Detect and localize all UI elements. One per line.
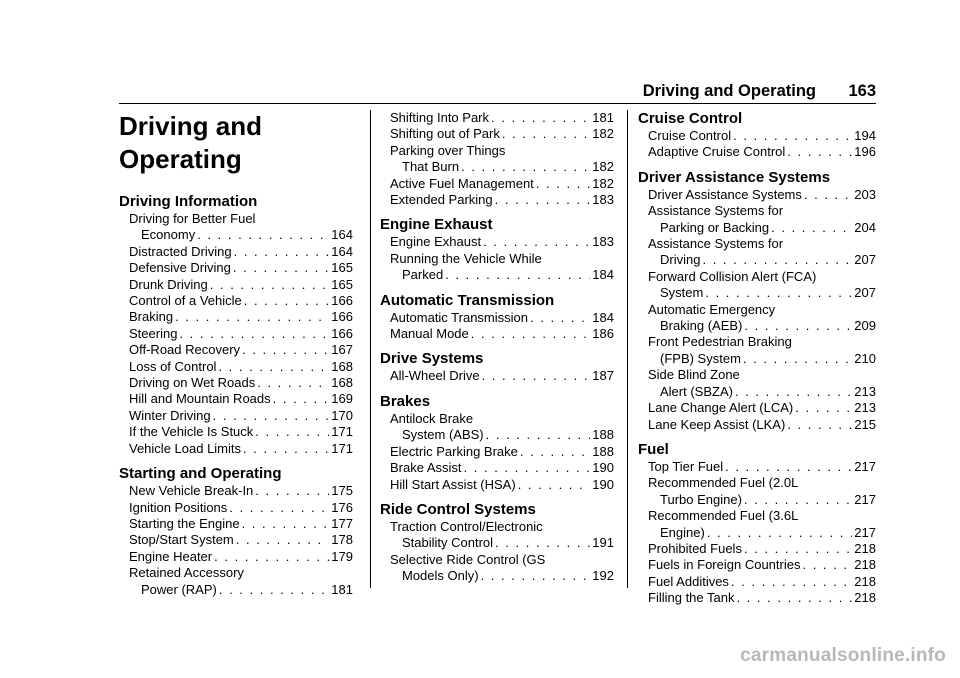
toc-entry-label: If the Vehicle Is Stuck (129, 424, 254, 440)
toc-entry-page: 215 (854, 416, 876, 432)
section-heading: Driver Assistance Systems (638, 168, 831, 186)
toc-entry-label: Control of a Vehicle (129, 293, 242, 309)
section-heading: Cruise Control (638, 110, 743, 127)
toc-entry-label: Stop/Start System (129, 532, 234, 548)
dot-leader (464, 460, 591, 476)
toc-entry[interactable] (380, 159, 614, 175)
toc-entry[interactable] (380, 568, 614, 584)
toc-entry[interactable] (638, 384, 876, 400)
toc-entry-page: 213 (854, 383, 876, 399)
toc-entry-label: Economy (141, 227, 196, 243)
toc-entry-label: All-Wheel Drive (390, 368, 480, 384)
toc-entry-page: 192 (592, 568, 614, 584)
toc-entry-page: 181 (592, 110, 614, 125)
toc-entry[interactable] (380, 126, 614, 142)
toc-entry-page: 181 (331, 581, 353, 597)
toc-entry[interactable] (638, 417, 876, 433)
toc-entry-page: 187 (592, 368, 614, 384)
toc-entry[interactable] (638, 492, 876, 508)
dot-leader (705, 285, 852, 301)
section-heading: Drive Systems (380, 350, 484, 368)
toc-entry-page: 168 (331, 375, 353, 391)
toc-entry-label: Winter Driving (129, 407, 211, 423)
toc-entry[interactable] (119, 532, 353, 548)
dot-leader (707, 525, 852, 541)
toc-entry[interactable] (380, 267, 614, 283)
toc-entry[interactable] (638, 574, 876, 590)
toc-entry[interactable] (380, 234, 614, 250)
toc-entry-label: Driving on Wet Roads (129, 375, 256, 391)
toc-entry-page: 210 (854, 350, 876, 366)
toc-entry[interactable] (380, 460, 614, 476)
dot-leader (482, 368, 591, 384)
dot-leader (731, 574, 852, 590)
dot-leader (733, 128, 852, 144)
toc-entry[interactable] (119, 441, 353, 457)
toc-entry-label: Defensive Driving (129, 260, 231, 276)
toc-entry-label: Hill Start Assist (HSA) (390, 476, 516, 492)
section-heading: Starting and Operating (119, 465, 282, 483)
toc-entry[interactable] (380, 368, 614, 384)
toc-entry-label: Filling the Tank (648, 590, 735, 606)
toc-entry-label: Fuel Additives (648, 573, 729, 589)
toc-entry-label: Alert (SBZA) (660, 383, 733, 399)
column-divider-1 (370, 110, 371, 588)
toc-column-3 (638, 110, 876, 607)
column-divider-2 (627, 110, 628, 588)
toc-entry-label: Vehicle Load Limits (129, 440, 242, 456)
toc-entry-label: Extended Parking (390, 192, 493, 208)
toc-entry-page: 171 (331, 440, 353, 456)
toc-entry-label: System (ABS) (402, 427, 484, 443)
toc-entry[interactable] (119, 582, 353, 598)
dot-leader (520, 444, 590, 460)
toc-entry-label: Shifting Into Park (390, 110, 489, 125)
toc-entry-page: 170 (331, 407, 353, 423)
toc-entry-label: Distracted Driving (129, 243, 232, 259)
toc-entry[interactable] (119, 244, 353, 260)
toc-entry-page: 196 (854, 144, 876, 160)
toc-entry-page: 182 (592, 159, 614, 175)
dot-leader (255, 483, 329, 499)
toc-entry-label: Front Pedestrian Braking (648, 334, 792, 350)
toc-entry[interactable] (119, 424, 353, 440)
toc-entry[interactable] (380, 444, 614, 460)
header-rule (119, 103, 876, 104)
toc-entry[interactable] (119, 342, 353, 358)
dot-leader (787, 417, 852, 433)
toc-entry-page: 194 (854, 128, 876, 143)
toc-entry[interactable] (638, 220, 876, 236)
toc-entry-page: 190 (592, 460, 614, 476)
toc-entry-page: 166 (331, 309, 353, 325)
dot-leader (736, 590, 852, 606)
toc-entry-page: 178 (331, 532, 353, 548)
toc-entry-page: 213 (854, 400, 876, 416)
dot-leader (236, 532, 330, 548)
toc-entry-label: Electric Parking Brake (390, 443, 518, 459)
dot-leader (179, 326, 329, 342)
toc-entry-label: Automatic Transmission (390, 309, 528, 325)
toc-entry-label: Cruise Control (648, 128, 732, 143)
toc-entry[interactable] (638, 144, 876, 160)
toc-entry[interactable] (119, 549, 353, 565)
toc-entry-page: 168 (331, 358, 353, 374)
toc-entry-label: Parking or Backing (660, 219, 770, 235)
toc-entry[interactable] (119, 277, 353, 293)
toc-entry[interactable] (638, 351, 876, 367)
toc-entry-page: 209 (854, 318, 876, 334)
toc-entry-page: 177 (331, 515, 353, 531)
dot-leader (234, 244, 330, 260)
toc-entry-page: 183 (592, 192, 614, 208)
toc-entry-page: 204 (854, 219, 876, 235)
toc-entry-page: 184 (592, 309, 614, 325)
toc-entry[interactable] (380, 310, 614, 326)
dot-leader (771, 220, 852, 236)
toc-entry-page: 184 (592, 267, 614, 283)
dot-leader (197, 227, 329, 243)
section-heading: Ride Control Systems (380, 500, 536, 518)
dot-leader (530, 310, 590, 326)
toc-entry-label: Assistance Systems for (648, 236, 784, 252)
toc-entry[interactable] (380, 427, 614, 443)
toc-entry-page: 191 (592, 535, 614, 551)
dot-leader (242, 342, 329, 358)
dot-leader (273, 391, 330, 407)
toc-entry-label: Recommended Fuel (2.0L (648, 475, 799, 491)
toc-entry-label: Parking over Things (390, 142, 506, 158)
section-heading: Driving Information (119, 193, 258, 210)
toc-entry[interactable] (119, 391, 353, 407)
dot-leader (242, 516, 330, 532)
toc-entry-label: Off-Road Recovery (129, 342, 241, 358)
toc-entry-page: 176 (331, 499, 353, 515)
toc-entry-label: Driving (660, 252, 701, 268)
dot-leader (787, 144, 852, 160)
toc-entry[interactable] (638, 187, 876, 203)
toc-entry-label: Engine Exhaust (390, 234, 482, 250)
toc-entry-page: 164 (331, 243, 353, 259)
toc-entry-label: Adaptive Cruise Control (648, 144, 786, 160)
toc-entry-page: 165 (331, 276, 353, 292)
dot-leader (214, 549, 329, 565)
toc-entry-label: Prohibited Fuels (648, 540, 742, 556)
toc-entry[interactable] (119, 408, 353, 424)
toc-entry-page: 218 (854, 590, 876, 606)
chapter-title (119, 110, 364, 176)
running-header-title: Driving and Operating (642, 82, 816, 100)
toc-entry-label: Assistance Systems for (648, 203, 784, 219)
section-heading: Engine Exhaust (380, 216, 493, 234)
toc-entry[interactable] (119, 260, 353, 276)
toc-entry-label: Hill and Mountain Roads (129, 391, 271, 407)
chapter-title-line-2: Operating (119, 144, 242, 174)
toc-entry-page: 182 (592, 126, 614, 142)
toc-entry[interactable] (380, 326, 614, 342)
toc-entry[interactable] (638, 541, 876, 557)
toc-entry-label: Lane Keep Assist (LKA) (648, 416, 786, 432)
toc-entry-label: Braking (129, 309, 174, 325)
toc-entry-label: Stability Control (402, 535, 494, 551)
toc-entry-page: 207 (854, 252, 876, 268)
toc-entry-label: Antilock Brake (390, 410, 474, 426)
dot-leader (255, 424, 329, 440)
toc-entry-page: 179 (331, 548, 353, 564)
toc-entry-label: Manual Mode (390, 326, 469, 342)
toc-entry[interactable] (638, 400, 876, 416)
dot-leader (502, 126, 590, 142)
dot-leader (210, 277, 330, 293)
dot-leader (481, 568, 591, 584)
dot-leader (744, 318, 852, 334)
toc-entry-page: 186 (592, 326, 614, 342)
toc-entry-page: 218 (854, 557, 876, 573)
chapter-title-line-1: Driving and (119, 111, 263, 141)
toc-entry-page: 217 (854, 458, 876, 474)
toc-entry-label: Forward Collision Alert (FCA) (648, 268, 817, 284)
dot-leader (743, 351, 852, 367)
toc-entry[interactable] (638, 318, 876, 334)
toc-entry[interactable] (638, 459, 876, 475)
toc-entry-label: Lane Change Alert (LCA) (648, 400, 794, 416)
toc-entry[interactable] (119, 483, 353, 499)
toc-entry-page: 217 (854, 491, 876, 507)
toc-entry-label: Braking (AEB) (660, 318, 743, 334)
toc-entry-label: Side Blind Zone (648, 367, 740, 383)
toc-entry-label: Top Tier Fuel (648, 458, 724, 474)
toc-entry-page: 217 (854, 524, 876, 540)
toc-entry-label: System (660, 285, 704, 301)
toc-entry-page: 166 (331, 325, 353, 341)
toc-entry-page: 164 (331, 227, 353, 243)
toc-entry-label: Starting the Engine (129, 515, 240, 531)
toc-entry[interactable] (119, 500, 353, 516)
dot-leader (495, 535, 590, 551)
toc-entry-label: Recommended Fuel (3.6L (648, 508, 799, 524)
dot-leader (735, 384, 852, 400)
toc-entry-label: Loss of Control (129, 358, 217, 374)
dot-leader (744, 541, 852, 557)
dot-leader (802, 557, 852, 573)
toc-entry-label: Running the Vehicle While (390, 250, 542, 266)
dot-leader (518, 477, 591, 493)
dot-leader (702, 252, 852, 268)
toc-entry[interactable] (380, 192, 614, 208)
toc-entry-label: Automatic Emergency (648, 301, 776, 317)
toc-entry-label: Shifting out of Park (390, 126, 500, 142)
section-heading: Automatic Transmission (380, 291, 555, 309)
dot-leader (233, 260, 329, 276)
toc-entry[interactable] (119, 516, 353, 532)
toc-entry-label: Driving for Better Fuel (129, 211, 256, 226)
toc-entry-label: Brake Assist (390, 460, 462, 476)
toc-entry-label: Engine Heater (129, 548, 213, 564)
toc-entry[interactable] (638, 525, 876, 541)
toc-entry-label: Selective Ride Control (GS (390, 551, 546, 567)
toc-entry-label: Drunk Driving (129, 276, 208, 292)
toc-entry[interactable] (380, 477, 614, 493)
toc-entry-page: 171 (331, 424, 353, 440)
toc-entry-page: 207 (854, 285, 876, 301)
toc-entry-label: New Vehicle Break-In (129, 483, 254, 499)
toc-entry-label: Engine) (660, 524, 705, 540)
dot-leader (218, 359, 329, 375)
dot-leader (471, 326, 591, 342)
toc-entry[interactable] (638, 557, 876, 573)
toc-entry-page: 165 (331, 260, 353, 276)
dot-leader (257, 375, 329, 391)
toc-entry-page: 188 (592, 427, 614, 443)
dot-leader (244, 293, 330, 309)
dot-leader (175, 309, 329, 325)
toc-entry[interactable] (119, 293, 353, 309)
toc-entry-label: Turbo Engine) (660, 491, 742, 507)
watermark: carmanualsonline.info (740, 645, 946, 666)
dot-leader (495, 192, 591, 208)
dot-leader (213, 408, 330, 424)
toc-column-1 (119, 193, 353, 598)
toc-entry-label: Traction Control/Electronic (390, 518, 543, 534)
toc-entry[interactable] (638, 128, 876, 144)
dot-leader (536, 176, 591, 192)
dot-leader (491, 110, 590, 126)
toc-entry-page: 188 (592, 443, 614, 459)
dot-leader (744, 492, 852, 508)
toc-entry[interactable] (119, 309, 353, 325)
page-number: 163 (848, 82, 876, 100)
section-heading: Brakes (380, 392, 431, 410)
toc-entry-label: Retained Accessory (129, 565, 244, 581)
toc-entry-label: Models Only) (402, 568, 479, 584)
dot-leader (219, 582, 329, 598)
toc-entry[interactable] (380, 110, 614, 126)
toc-entry-label: Driver Assistance Systems (648, 186, 802, 202)
toc-entry-page: 218 (854, 540, 876, 556)
toc-entry-label: Power (RAP) (141, 581, 217, 597)
toc-entry-page: 175 (331, 483, 353, 499)
toc-entry-label: Active Fuel Management (390, 175, 534, 191)
dot-leader (243, 441, 329, 457)
toc-entry-label: Parked (402, 267, 444, 283)
toc-entry-page: 169 (331, 391, 353, 407)
toc-entry-page: 203 (854, 186, 876, 202)
toc-entry-label: (FPB) System (660, 350, 741, 366)
toc-entry-label: Steering (129, 325, 178, 341)
toc-entry[interactable] (380, 176, 614, 192)
toc-entry[interactable] (638, 252, 876, 268)
toc-entry[interactable] (380, 535, 614, 551)
toc-entry[interactable] (119, 375, 353, 391)
toc-entry-page: 182 (592, 175, 614, 191)
section-heading: Fuel (638, 440, 669, 458)
toc-entry[interactable] (638, 590, 876, 606)
toc-entry-label: That Burn (402, 159, 460, 175)
toc-entry-page: 183 (592, 234, 614, 250)
toc-entry[interactable] (119, 326, 353, 342)
toc-entry[interactable] (119, 227, 353, 243)
toc-entry[interactable] (638, 285, 876, 301)
toc-entry-page: 167 (331, 342, 353, 358)
toc-entry-label: Fuels in Foreign Countries (648, 557, 801, 573)
toc-entry-page: 218 (854, 573, 876, 589)
dot-leader (461, 159, 590, 175)
toc-entry[interactable] (119, 359, 353, 375)
dot-leader (483, 234, 590, 250)
toc-entry-page: 166 (331, 293, 353, 309)
dot-leader (229, 500, 329, 516)
dot-leader (445, 267, 590, 283)
dot-leader (795, 400, 852, 416)
dot-leader (486, 427, 591, 443)
toc-column-2 (380, 110, 614, 585)
dot-leader (725, 459, 852, 475)
dot-leader (804, 187, 852, 203)
toc-entry-label: Ignition Positions (129, 499, 228, 515)
toc-entry-page: 190 (592, 476, 614, 492)
